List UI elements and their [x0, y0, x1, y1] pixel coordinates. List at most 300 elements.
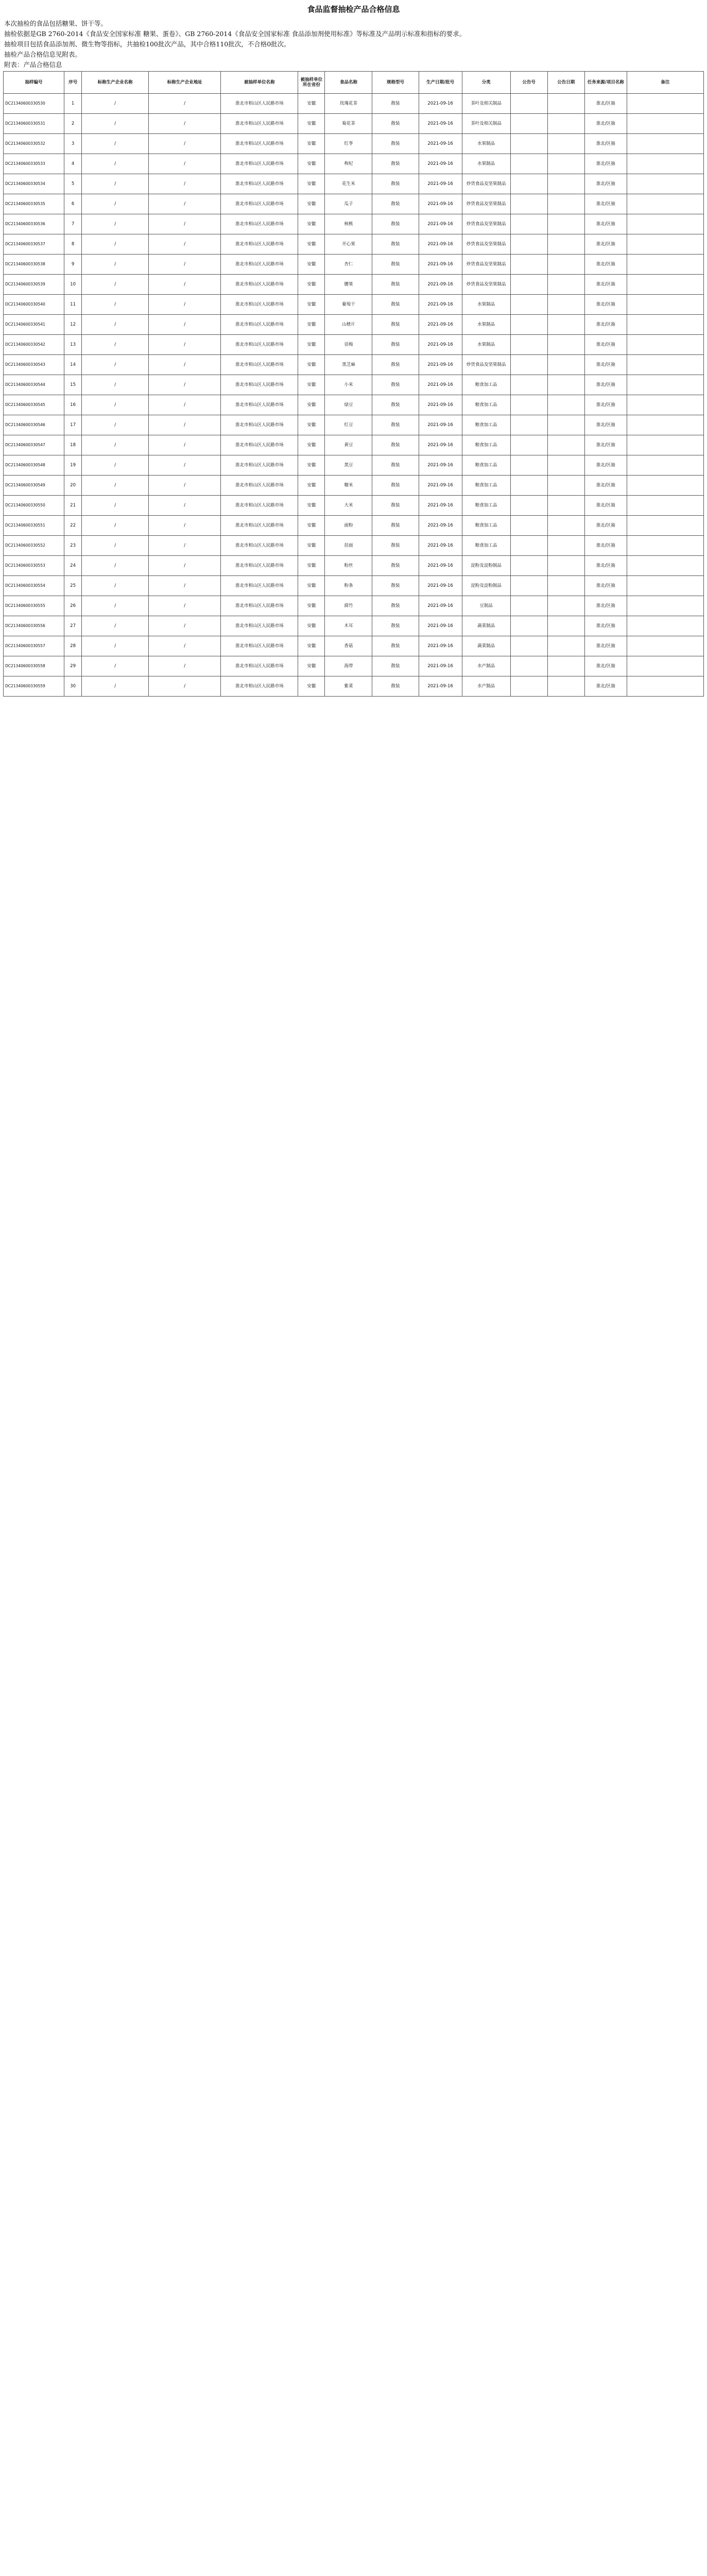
- table-cell: /: [82, 114, 149, 134]
- table-cell: [627, 415, 703, 435]
- table-cell: 菊花茶: [325, 114, 372, 134]
- table-cell: [510, 616, 547, 636]
- table-cell: /: [82, 455, 149, 476]
- table-cell: 2021-09-16: [419, 616, 462, 636]
- table-cell: 淮北市相山区人民路市场: [221, 234, 298, 255]
- table-cell: /: [149, 596, 221, 616]
- table-cell: 安徽: [298, 676, 325, 697]
- table-cell: 1: [64, 94, 82, 114]
- table-cell: [510, 114, 547, 134]
- table-cell: 面粉: [325, 516, 372, 536]
- table-cell: [627, 636, 703, 656]
- table-cell: 2021-09-16: [419, 275, 462, 295]
- table-cell: 安徽: [298, 596, 325, 616]
- table-cell: [547, 114, 584, 134]
- table-cell: 水产制品: [462, 656, 510, 676]
- column-header: 分类: [462, 72, 510, 94]
- table-cell: DC21340600330536: [4, 214, 64, 234]
- table-cell: [510, 214, 547, 234]
- table-cell: [627, 134, 703, 154]
- table-cell: 2021-09-16: [419, 516, 462, 536]
- table-cell: /: [149, 556, 221, 576]
- table-cell: 茶叶及相关制品: [462, 94, 510, 114]
- table-row: [4, 656, 704, 676]
- table-cell: [547, 355, 584, 375]
- table-cell: 5: [64, 174, 82, 194]
- table-cell: /: [82, 656, 149, 676]
- table-cell: 2021-09-16: [419, 234, 462, 255]
- table-cell: 淮北/区抽: [584, 616, 627, 636]
- table-cell: [547, 275, 584, 295]
- table-cell: 2021-09-16: [419, 375, 462, 395]
- table-body: [4, 94, 704, 697]
- table-cell: [627, 676, 703, 697]
- table-cell: 粮食加工品: [462, 536, 510, 556]
- table-cell: [547, 435, 584, 455]
- table-cell: 散装: [372, 94, 419, 114]
- table-cell: 2021-09-16: [419, 536, 462, 556]
- table-cell: [510, 375, 547, 395]
- table-cell: /: [149, 656, 221, 676]
- table-cell: /: [82, 214, 149, 234]
- results-table: [3, 71, 704, 697]
- table-cell: 炒货食品及坚果制品: [462, 355, 510, 375]
- table-cell: 淮北市相山区人民路市场: [221, 455, 298, 476]
- table-cell: 安徽: [298, 194, 325, 214]
- table-cell: 安徽: [298, 395, 325, 415]
- table-cell: 水果制品: [462, 295, 510, 315]
- table-cell: 17: [64, 415, 82, 435]
- table-cell: 散装: [372, 536, 419, 556]
- table-cell: /: [82, 375, 149, 395]
- table-cell: DC21340600330549: [4, 476, 64, 496]
- table-cell: [510, 154, 547, 174]
- table-cell: 散装: [372, 134, 419, 154]
- table-cell: 淮北市相山区人民路市场: [221, 134, 298, 154]
- table-cell: [547, 214, 584, 234]
- table-cell: 29: [64, 656, 82, 676]
- table-cell: 淮北市相山区人民路市场: [221, 415, 298, 435]
- table-cell: 9: [64, 255, 82, 275]
- table-cell: 2021-09-16: [419, 94, 462, 114]
- table-cell: [547, 255, 584, 275]
- note-line: 抽检依据是GB 2760-2014《食品安全国家标准 糖果、蛋卷》、GB 2760-2014《食品安全国家标准 食品添加剂使用标准》等标准及产品明示标准和指标的要求。: [4, 30, 466, 38]
- table-cell: 淮北市相山区人民路市场: [221, 656, 298, 676]
- table-cell: DC21340600330542: [4, 335, 64, 355]
- table-cell: 散装: [372, 576, 419, 596]
- table-cell: 淮北市相山区人民路市场: [221, 536, 298, 556]
- table-cell: DC21340600330531: [4, 114, 64, 134]
- table-cell: 散装: [372, 676, 419, 697]
- table-cell: 淮北/区抽: [584, 455, 627, 476]
- table-cell: 花生米: [325, 174, 372, 194]
- table-cell: [627, 255, 703, 275]
- table-cell: /: [149, 355, 221, 375]
- table-cell: 安徽: [298, 415, 325, 435]
- table-cell: 2021-09-16: [419, 556, 462, 576]
- notes-section: [3, 19, 704, 71]
- table-cell: /: [149, 315, 221, 335]
- table-cell: [510, 596, 547, 616]
- table-cell: 2021-09-16: [419, 636, 462, 656]
- table-cell: 淮北市相山区人民路市场: [221, 476, 298, 496]
- table-cell: /: [149, 576, 221, 596]
- table-cell: 淮北/区抽: [584, 315, 627, 335]
- table-cell: [627, 455, 703, 476]
- table-cell: 安徽: [298, 516, 325, 536]
- column-header: 标称生产企业名称: [82, 72, 149, 94]
- table-cell: 黑芝麻: [325, 355, 372, 375]
- table-cell: [510, 656, 547, 676]
- table-cell: 散装: [372, 335, 419, 355]
- table-cell: DC21340600330556: [4, 616, 64, 636]
- table-cell: DC21340600330532: [4, 134, 64, 154]
- table-cell: /: [149, 496, 221, 516]
- table-cell: [627, 174, 703, 194]
- table-cell: 散装: [372, 616, 419, 636]
- table-cell: 茶叶及相关制品: [462, 114, 510, 134]
- table-cell: 安徽: [298, 556, 325, 576]
- column-header: 公告号: [510, 72, 547, 94]
- table-cell: /: [149, 234, 221, 255]
- table-cell: /: [82, 154, 149, 174]
- table-row: [4, 375, 704, 395]
- table-cell: /: [82, 194, 149, 214]
- table-cell: 安徽: [298, 656, 325, 676]
- table-cell: 散装: [372, 255, 419, 275]
- table-cell: 12: [64, 315, 82, 335]
- table-cell: 散装: [372, 656, 419, 676]
- table-cell: 木耳: [325, 616, 372, 636]
- table-row: [4, 295, 704, 315]
- table-cell: 2021-09-16: [419, 114, 462, 134]
- table-cell: DC21340600330551: [4, 516, 64, 536]
- table-cell: [510, 576, 547, 596]
- table-cell: DC21340600330537: [4, 234, 64, 255]
- table-cell: [510, 676, 547, 697]
- table-cell: 散装: [372, 154, 419, 174]
- table-cell: 挂面: [325, 536, 372, 556]
- table-cell: 安徽: [298, 174, 325, 194]
- table-cell: [547, 536, 584, 556]
- table-cell: /: [149, 375, 221, 395]
- table-cell: [627, 576, 703, 596]
- table-cell: 粮食加工品: [462, 455, 510, 476]
- table-cell: /: [149, 194, 221, 214]
- table-cell: [547, 616, 584, 636]
- table-cell: 26: [64, 596, 82, 616]
- table-cell: [510, 94, 547, 114]
- table-cell: 炒货食品及坚果制品: [462, 234, 510, 255]
- table-cell: [627, 556, 703, 576]
- table-cell: DC21340600330548: [4, 455, 64, 476]
- table-cell: 散装: [372, 415, 419, 435]
- table-cell: 水产制品: [462, 676, 510, 697]
- table-cell: 糯米: [325, 476, 372, 496]
- table-cell: 散装: [372, 516, 419, 536]
- table-cell: 2021-09-16: [419, 194, 462, 214]
- table-cell: [627, 194, 703, 214]
- table-row: [4, 134, 704, 154]
- table-cell: 开心果: [325, 234, 372, 255]
- table-cell: /: [82, 94, 149, 114]
- table-cell: [510, 636, 547, 656]
- table-cell: /: [149, 255, 221, 275]
- table-cell: 淮北市相山区人民路市场: [221, 496, 298, 516]
- table-cell: [510, 556, 547, 576]
- table-cell: 淮北/区抽: [584, 576, 627, 596]
- table-cell: [510, 435, 547, 455]
- table-cell: 15: [64, 375, 82, 395]
- table-cell: [510, 476, 547, 496]
- table-cell: 2021-09-16: [419, 315, 462, 335]
- table-cell: 安徽: [298, 576, 325, 596]
- table-cell: [510, 415, 547, 435]
- table-row: [4, 174, 704, 194]
- table-cell: [547, 295, 584, 315]
- table-cell: 淮北/区抽: [584, 295, 627, 315]
- table-cell: 葡萄干: [325, 295, 372, 315]
- table-cell: /: [149, 415, 221, 435]
- table-cell: /: [82, 576, 149, 596]
- table-cell: 安徽: [298, 255, 325, 275]
- table-cell: 散装: [372, 395, 419, 415]
- table-cell: 淮北/区抽: [584, 415, 627, 435]
- table-cell: [510, 355, 547, 375]
- table-cell: 粮食加工品: [462, 375, 510, 395]
- column-header: 抽样编号: [4, 72, 64, 94]
- table-row: [4, 676, 704, 697]
- table-cell: 20: [64, 476, 82, 496]
- table-row: [4, 536, 704, 556]
- table-cell: 23: [64, 536, 82, 556]
- table-cell: [627, 234, 703, 255]
- table-cell: [510, 174, 547, 194]
- table-cell: 淮北市相山区人民路市场: [221, 214, 298, 234]
- table-cell: [547, 516, 584, 536]
- table-cell: 18: [64, 435, 82, 455]
- table-cell: 安徽: [298, 435, 325, 455]
- table-cell: 玫瑰花茶: [325, 94, 372, 114]
- table-cell: 安徽: [298, 616, 325, 636]
- table-cell: 蔬菜制品: [462, 616, 510, 636]
- table-cell: 水果制品: [462, 134, 510, 154]
- table-cell: 淮北/区抽: [584, 656, 627, 676]
- table-cell: 淮北市相山区人民路市场: [221, 556, 298, 576]
- table-cell: [627, 516, 703, 536]
- table-cell: /: [149, 174, 221, 194]
- table-cell: 7: [64, 214, 82, 234]
- table-cell: 安徽: [298, 234, 325, 255]
- table-cell: 淮北/区抽: [584, 395, 627, 415]
- table-cell: 核桃: [325, 214, 372, 234]
- table-cell: 淮北市相山区人民路市场: [221, 616, 298, 636]
- table-cell: 21: [64, 496, 82, 516]
- table-cell: 蔬菜制品: [462, 636, 510, 656]
- table-cell: 粮食加工品: [462, 435, 510, 455]
- note-line: 抽检产品合格信息见附表。: [4, 50, 82, 58]
- table-row: [4, 616, 704, 636]
- table-cell: [627, 476, 703, 496]
- table-cell: 粉条: [325, 576, 372, 596]
- table-cell: 淮北/区抽: [584, 234, 627, 255]
- table-cell: 安徽: [298, 154, 325, 174]
- table-cell: [627, 214, 703, 234]
- table-cell: 散装: [372, 194, 419, 214]
- table-cell: [510, 455, 547, 476]
- table-cell: 2021-09-16: [419, 174, 462, 194]
- table-cell: /: [82, 556, 149, 576]
- table-row: [4, 275, 704, 295]
- table-cell: [627, 656, 703, 676]
- table-row: [4, 435, 704, 455]
- table-cell: DC21340600330554: [4, 576, 64, 596]
- table-cell: /: [149, 114, 221, 134]
- table-cell: DC21340600330538: [4, 255, 64, 275]
- table-cell: [627, 275, 703, 295]
- table-cell: [510, 516, 547, 536]
- note-line: 附表：产品合格信息: [4, 61, 62, 69]
- table-cell: 粮食加工品: [462, 476, 510, 496]
- table-cell: DC21340600330544: [4, 375, 64, 395]
- table-cell: 安徽: [298, 536, 325, 556]
- table-cell: [510, 275, 547, 295]
- table-cell: 炒货食品及坚果制品: [462, 255, 510, 275]
- table-cell: [627, 114, 703, 134]
- table-cell: /: [82, 134, 149, 154]
- table-cell: 散装: [372, 435, 419, 455]
- table-cell: 2021-09-16: [419, 455, 462, 476]
- table-cell: /: [82, 636, 149, 656]
- table-cell: [510, 536, 547, 556]
- table-cell: 安徽: [298, 636, 325, 656]
- table-cell: 散装: [372, 234, 419, 255]
- table-cell: 淀粉及淀粉制品: [462, 556, 510, 576]
- table-cell: [547, 455, 584, 476]
- table-cell: /: [82, 496, 149, 516]
- header-row: [4, 72, 704, 94]
- table-cell: DC21340600330557: [4, 636, 64, 656]
- table-row: [4, 114, 704, 134]
- table-cell: 11: [64, 295, 82, 315]
- table-cell: 淀粉及淀粉制品: [462, 576, 510, 596]
- table-cell: 散装: [372, 114, 419, 134]
- table-cell: 淮北/区抽: [584, 556, 627, 576]
- table-cell: [547, 94, 584, 114]
- table-cell: /: [82, 676, 149, 697]
- table-cell: 淮北/区抽: [584, 114, 627, 134]
- table-cell: /: [149, 134, 221, 154]
- table-cell: 安徽: [298, 295, 325, 315]
- table-cell: 2021-09-16: [419, 355, 462, 375]
- table-cell: /: [82, 415, 149, 435]
- table-cell: 安徽: [298, 114, 325, 134]
- table-cell: 2021-09-16: [419, 395, 462, 415]
- table-cell: 淮北/区抽: [584, 335, 627, 355]
- table-cell: 28: [64, 636, 82, 656]
- table-cell: 炒货食品及坚果制品: [462, 194, 510, 214]
- table-cell: 淮北/区抽: [584, 174, 627, 194]
- table-cell: 豆制品: [462, 596, 510, 616]
- column-header: 序号: [64, 72, 82, 94]
- table-cell: 淮北市相山区人民路市场: [221, 114, 298, 134]
- table-header: [4, 72, 704, 94]
- table-cell: 淮北/区抽: [584, 476, 627, 496]
- table-row: [4, 576, 704, 596]
- table-row: [4, 194, 704, 214]
- table-cell: 淮北市相山区人民路市场: [221, 435, 298, 455]
- table-cell: [547, 476, 584, 496]
- table-cell: /: [82, 315, 149, 335]
- table-cell: 散装: [372, 315, 419, 335]
- table-cell: /: [82, 295, 149, 315]
- table-cell: 红豆: [325, 415, 372, 435]
- table-cell: [510, 295, 547, 315]
- table-cell: 淮北市相山区人民路市场: [221, 355, 298, 375]
- column-header: 被抽样单位名称: [221, 72, 298, 94]
- table-cell: /: [149, 395, 221, 415]
- table-cell: [627, 355, 703, 375]
- table-row: [4, 94, 704, 114]
- table-cell: 粉丝: [325, 556, 372, 576]
- table-cell: 淮北/区抽: [584, 496, 627, 516]
- table-cell: [547, 375, 584, 395]
- table-cell: DC21340600330541: [4, 315, 64, 335]
- column-header: 公告日期: [547, 72, 584, 94]
- table-cell: 淮北/区抽: [584, 154, 627, 174]
- table-row: [4, 636, 704, 656]
- table-cell: [510, 315, 547, 335]
- table-cell: 水果制品: [462, 315, 510, 335]
- table-cell: /: [149, 295, 221, 315]
- table-cell: [547, 194, 584, 214]
- column-header: 被抽样单位所在省份: [298, 72, 325, 94]
- table-cell: 安徽: [298, 214, 325, 234]
- table-cell: 淮北/区抽: [584, 516, 627, 536]
- table-cell: 散装: [372, 295, 419, 315]
- table-cell: [510, 395, 547, 415]
- table-cell: 紫菜: [325, 676, 372, 697]
- table-cell: [627, 616, 703, 636]
- table-cell: DC21340600330535: [4, 194, 64, 214]
- table-cell: 淮北/区抽: [584, 355, 627, 375]
- table-cell: 16: [64, 395, 82, 415]
- table-cell: [627, 94, 703, 114]
- table-cell: 2021-09-16: [419, 154, 462, 174]
- table-cell: 2021-09-16: [419, 335, 462, 355]
- table-cell: /: [82, 596, 149, 616]
- table-cell: DC21340600330558: [4, 656, 64, 676]
- table-cell: 淮北市相山区人民路市场: [221, 516, 298, 536]
- table-cell: 2021-09-16: [419, 656, 462, 676]
- table-cell: [627, 496, 703, 516]
- table-cell: 30: [64, 676, 82, 697]
- table-row: [4, 335, 704, 355]
- table-cell: 淮北市相山区人民路市场: [221, 295, 298, 315]
- table-cell: 2021-09-16: [419, 676, 462, 697]
- table-cell: 淮北/区抽: [584, 596, 627, 616]
- table-cell: [547, 315, 584, 335]
- table-cell: 2021-09-16: [419, 496, 462, 516]
- table-cell: /: [149, 455, 221, 476]
- table-cell: 腰果: [325, 275, 372, 295]
- table-row: [4, 516, 704, 536]
- table-cell: 4: [64, 154, 82, 174]
- table-cell: 安徽: [298, 94, 325, 114]
- table-cell: 散装: [372, 174, 419, 194]
- table-cell: DC21340600330547: [4, 435, 64, 455]
- table-cell: 6: [64, 194, 82, 214]
